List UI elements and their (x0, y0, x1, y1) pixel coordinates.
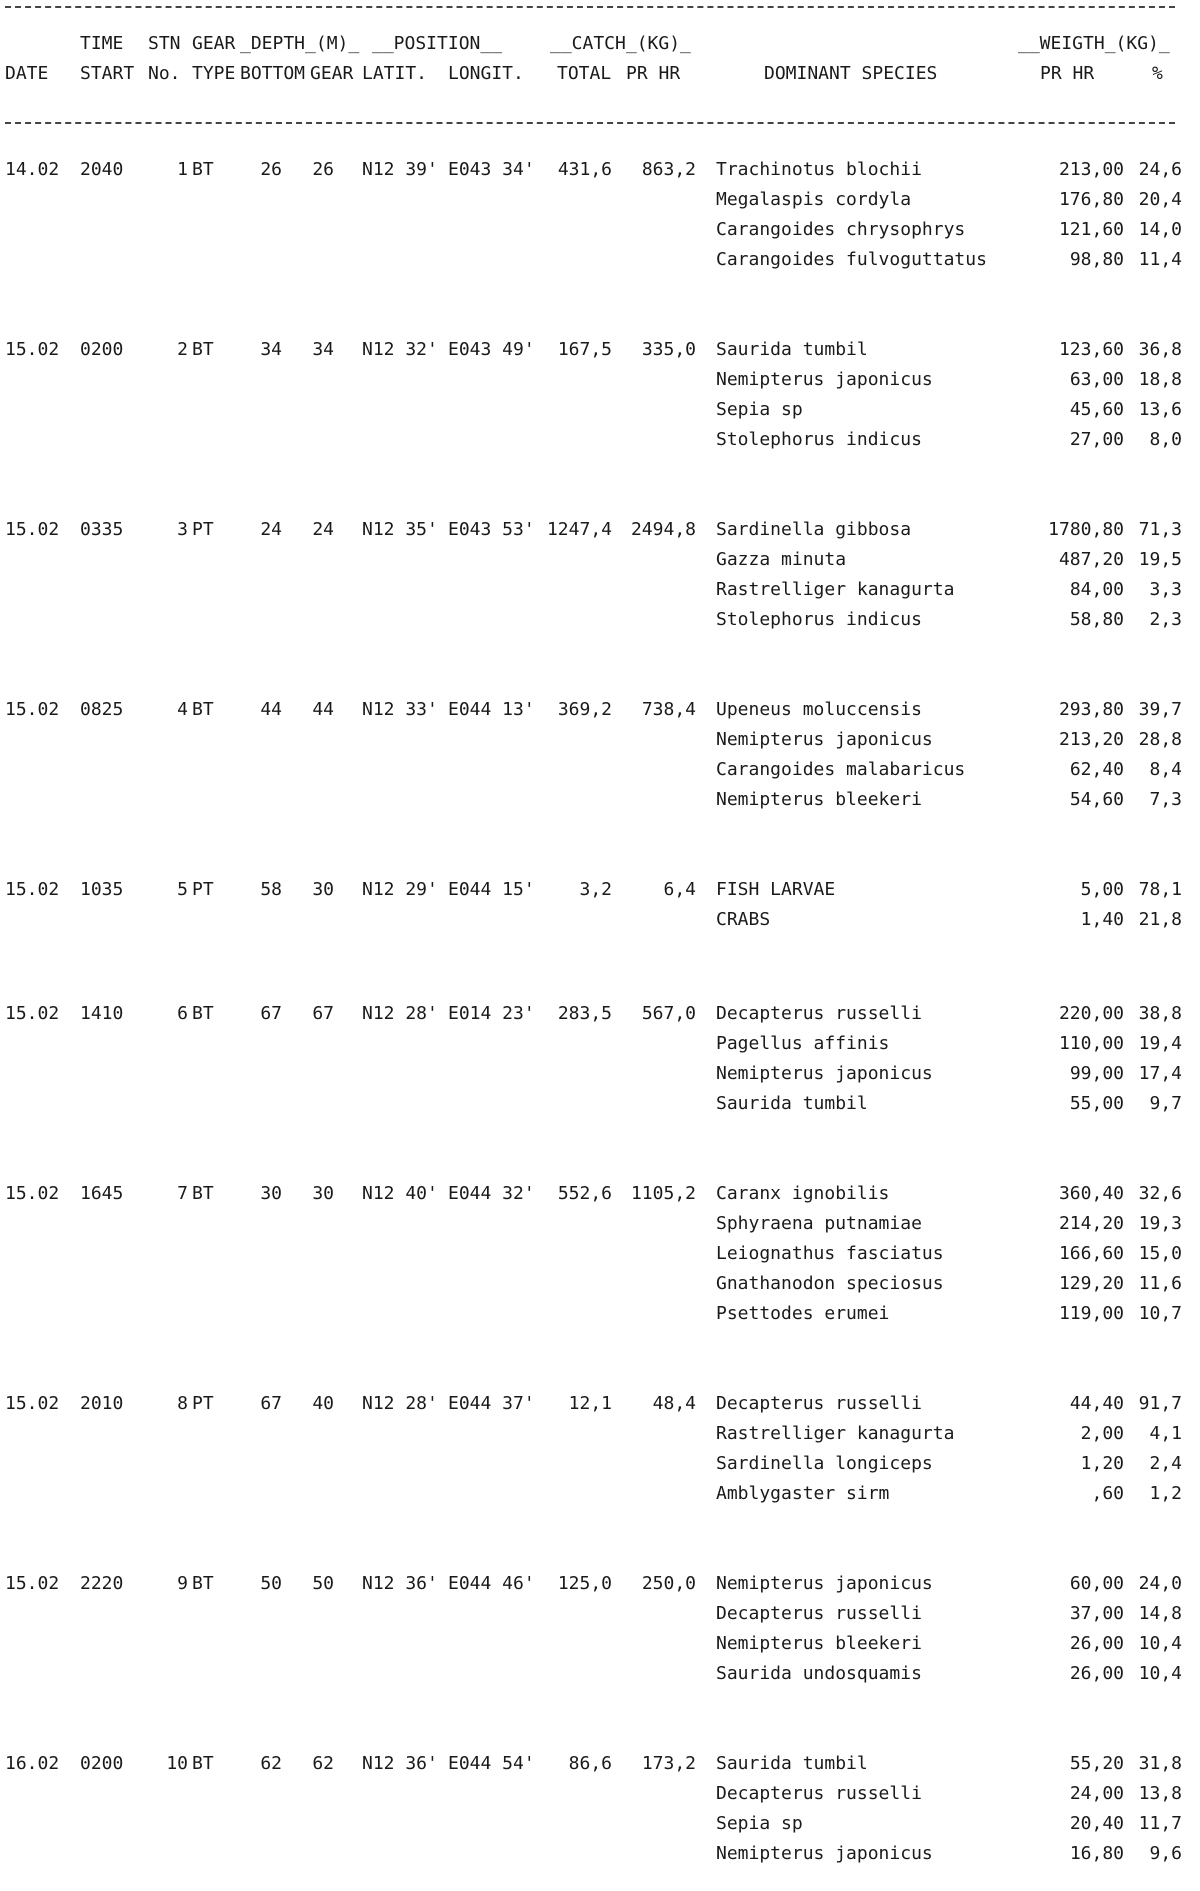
species-name: Gnathanodon speciosus (716, 1273, 944, 1294)
station-gear-depth: 44 (312, 699, 334, 720)
species-pct: 17,4 (1138, 1063, 1182, 1084)
station-catch-prhr: 738,4 (641, 699, 696, 720)
header-dominant-species: DOMINANT SPECIES (764, 63, 938, 84)
species-name: Decapterus russelli (716, 1003, 922, 1024)
station-time: 1645 (80, 1183, 124, 1204)
species-pct: 15,0 (1138, 1243, 1182, 1264)
species-name: Nemipterus japonicus (716, 1063, 933, 1084)
station-latitude: N12 28' (362, 1393, 438, 1414)
species-prhr: 5,00 (1080, 879, 1124, 900)
species-prhr: 27,00 (1069, 429, 1124, 450)
station-gear-depth: 50 (312, 1573, 334, 1594)
species-pct: 7,3 (1149, 789, 1182, 810)
species-prhr: 213,00 (1058, 159, 1124, 180)
species-prhr: 58,80 (1069, 609, 1124, 630)
station-date: 15.02 (5, 879, 60, 900)
station-catch-prhr: 173,2 (641, 1753, 696, 1774)
station-bottom-depth: 44 (260, 699, 282, 720)
species-name: Upeneus moluccensis (716, 699, 922, 720)
station-bottom-depth: 34 (260, 339, 282, 360)
station-catch-total: 431,6 (557, 159, 612, 180)
species-prhr: 214,20 (1058, 1213, 1124, 1234)
species-pct: 11,6 (1138, 1273, 1182, 1294)
species-pct: 10,4 (1138, 1633, 1182, 1654)
station-latitude: N12 40' (362, 1183, 438, 1204)
species-name: Stolephorus indicus (716, 609, 922, 630)
station-catch-total: 1247,4 (546, 519, 612, 540)
station-longitude: E044 15' (448, 879, 535, 900)
station-date: 15.02 (5, 1183, 60, 1204)
species-pct: 11,7 (1138, 1813, 1182, 1834)
station-bottom-depth: 24 (260, 519, 282, 540)
species-name: Nemipterus japonicus (716, 1843, 933, 1864)
station-gear-depth: 40 (312, 1393, 334, 1414)
station-gear-type: BT (192, 1753, 214, 1774)
station-bottom-depth: 62 (260, 1753, 282, 1774)
station-latitude: N12 35' (362, 519, 438, 540)
station-longitude: E043 49' (448, 339, 535, 360)
station-time: 2220 (80, 1573, 124, 1594)
species-name: Saurida undosquamis (716, 1663, 922, 1684)
species-prhr: 16,80 (1069, 1843, 1124, 1864)
species-prhr: 45,60 (1069, 399, 1124, 420)
station-bottom-depth: 67 (260, 1003, 282, 1024)
species-name: Saurida tumbil (716, 1753, 868, 1774)
station-catch-total: 369,2 (557, 699, 612, 720)
species-pct: 38,8 (1138, 1003, 1182, 1024)
station-gear-depth: 62 (312, 1753, 334, 1774)
station-longitude: E014 23' (448, 1003, 535, 1024)
station-catch-prhr: 48,4 (652, 1393, 696, 1414)
species-pct: 39,7 (1138, 699, 1182, 720)
station-number: 3 (177, 519, 188, 540)
species-name: FISH LARVAE (716, 879, 836, 900)
species-name: Decapterus russelli (716, 1783, 922, 1804)
station-catch-total: 552,6 (557, 1183, 612, 1204)
species-name: Nemipterus japonicus (716, 1573, 933, 1594)
station-time: 2040 (80, 159, 124, 180)
species-pct: 24,0 (1138, 1573, 1182, 1594)
species-pct: 8,0 (1149, 429, 1182, 450)
station-longitude: E043 53' (448, 519, 535, 540)
station-number: 8 (177, 1393, 188, 1414)
station-number: 10 (166, 1753, 188, 1774)
species-pct: 10,7 (1138, 1303, 1182, 1324)
station-date: 15.02 (5, 519, 60, 540)
station-time: 0200 (80, 1753, 124, 1774)
species-prhr: 20,40 (1069, 1813, 1124, 1834)
station-time: 0200 (80, 339, 124, 360)
header-weigth-title: __WEIGTH_(KG)_ (1018, 33, 1170, 54)
station-catch-prhr: 2494,8 (630, 519, 696, 540)
station-number: 7 (177, 1183, 188, 1204)
header-pct: % (1152, 63, 1163, 84)
station-longitude: E044 46' (448, 1573, 535, 1594)
species-pct: 11,4 (1138, 249, 1182, 270)
station-number: 6 (177, 1003, 188, 1024)
station-longitude: E044 32' (448, 1183, 535, 1204)
station-date: 16.02 (5, 1753, 60, 1774)
station-catch-prhr: 1105,2 (630, 1183, 696, 1204)
station-bottom-depth: 30 (260, 1183, 282, 1204)
station-number: 9 (177, 1573, 188, 1594)
species-prhr: 220,00 (1058, 1003, 1124, 1024)
species-prhr: 26,00 (1069, 1663, 1124, 1684)
species-pct: 36,8 (1138, 339, 1182, 360)
station-catch-total: 86,6 (568, 1753, 612, 1774)
species-prhr: 1780,80 (1048, 519, 1124, 540)
species-pct: 9,7 (1149, 1093, 1182, 1114)
station-date: 15.02 (5, 699, 60, 720)
species-pct: 4,1 (1149, 1423, 1182, 1444)
station-gear-type: BT (192, 1183, 214, 1204)
species-prhr: 166,60 (1058, 1243, 1124, 1264)
header-date: DATE (5, 63, 49, 84)
species-name: Sardinella gibbosa (716, 519, 912, 540)
station-gear-type: BT (192, 699, 214, 720)
station-bottom-depth: 67 (260, 1393, 282, 1414)
station-latitude: N12 32' (362, 339, 438, 360)
species-pct: 19,5 (1138, 549, 1182, 570)
species-prhr: 54,60 (1069, 789, 1124, 810)
species-prhr: 119,00 (1058, 1303, 1124, 1324)
station-number: 4 (177, 699, 188, 720)
station-catch-prhr: 250,0 (641, 1573, 696, 1594)
species-prhr: 176,80 (1058, 189, 1124, 210)
species-prhr: 121,60 (1058, 219, 1124, 240)
species-pct: 14,8 (1138, 1603, 1182, 1624)
species-name: Sepia sp (716, 1813, 803, 1834)
species-prhr: 60,00 (1069, 1573, 1124, 1594)
species-prhr: 110,00 (1058, 1033, 1124, 1054)
station-gear-depth: 67 (312, 1003, 334, 1024)
species-pct: 19,4 (1138, 1033, 1182, 1054)
species-pct: 19,3 (1138, 1213, 1182, 1234)
station-latitude: N12 28' (362, 1003, 438, 1024)
species-name: Saurida tumbil (716, 339, 868, 360)
station-bottom-depth: 26 (260, 159, 282, 180)
species-name: Leiognathus fasciatus (716, 1243, 944, 1264)
species-pct: 21,8 (1138, 909, 1182, 930)
species-name: Carangoides fulvoguttatus (716, 249, 987, 270)
station-time: 2010 (80, 1393, 124, 1414)
station-date: 15.02 (5, 1393, 60, 1414)
station-gear-depth: 34 (312, 339, 334, 360)
station-catch-prhr: 567,0 (641, 1003, 696, 1024)
species-pct: 78,1 (1138, 879, 1182, 900)
header-no: No. (148, 63, 181, 84)
station-date: 15.02 (5, 1003, 60, 1024)
header-bottom: BOTTOM (240, 63, 306, 84)
station-catch-prhr: 335,0 (641, 339, 696, 360)
station-latitude: N12 29' (362, 879, 438, 900)
species-prhr: 123,60 (1058, 339, 1124, 360)
header-gear: GEAR (192, 33, 236, 54)
species-name: Nemipterus japonicus (716, 369, 933, 390)
species-pct: 9,6 (1149, 1843, 1182, 1864)
species-pct: 10,4 (1138, 1663, 1182, 1684)
station-longitude: E044 54' (448, 1753, 535, 1774)
station-time: 0825 (80, 699, 124, 720)
station-time: 1035 (80, 879, 124, 900)
species-name: Pagellus affinis (716, 1033, 890, 1054)
station-number: 2 (177, 339, 188, 360)
species-pct: 2,3 (1149, 609, 1182, 630)
station-catch-total: 12,1 (568, 1393, 612, 1414)
station-latitude: N12 36' (362, 1753, 438, 1774)
station-gear-depth: 26 (312, 159, 334, 180)
station-bottom-depth: 58 (260, 879, 282, 900)
station-longitude: E043 34' (448, 159, 535, 180)
station-number: 5 (177, 879, 188, 900)
species-pct: 24,6 (1138, 159, 1182, 180)
station-date: 15.02 (5, 1573, 60, 1594)
station-catch-total: 167,5 (557, 339, 612, 360)
species-prhr: 1,20 (1080, 1453, 1124, 1474)
species-prhr: 213,20 (1058, 729, 1124, 750)
station-bottom-depth: 50 (260, 1573, 282, 1594)
station-gear-type: PT (192, 879, 214, 900)
species-name: Megalaspis cordyla (716, 189, 912, 210)
species-pct: 2,4 (1149, 1453, 1182, 1474)
species-prhr: 62,40 (1069, 759, 1124, 780)
species-name: Saurida tumbil (716, 1093, 868, 1114)
header-longit: LONGIT. (448, 63, 524, 84)
species-name: Carangoides malabaricus (716, 759, 966, 780)
station-latitude: N12 39' (362, 159, 438, 180)
species-prhr: 99,00 (1069, 1063, 1124, 1084)
species-prhr: 360,40 (1058, 1183, 1124, 1204)
header-time: TIME (80, 33, 124, 54)
station-longitude: E044 37' (448, 1393, 535, 1414)
station-date: 15.02 (5, 339, 60, 360)
header-divider (5, 122, 1175, 124)
species-prhr: 44,40 (1069, 1393, 1124, 1414)
header-weigth-prhr: PR HR (1040, 63, 1095, 84)
species-name: Nemipterus bleekeri (716, 1633, 922, 1654)
header-stn: STN (148, 33, 181, 54)
station-gear-depth: 30 (312, 1183, 334, 1204)
station-catch-total: 283,5 (557, 1003, 612, 1024)
species-name: Rastrelliger kanagurta (716, 579, 955, 600)
station-time: 1410 (80, 1003, 124, 1024)
station-catch-prhr: 863,2 (641, 159, 696, 180)
species-pct: 1,2 (1149, 1483, 1182, 1504)
station-catch-total: 3,2 (579, 879, 612, 900)
species-pct: 8,4 (1149, 759, 1182, 780)
species-prhr: 55,20 (1069, 1753, 1124, 1774)
species-name: Decapterus russelli (716, 1393, 922, 1414)
species-pct: 71,3 (1138, 519, 1182, 540)
station-date: 14.02 (5, 159, 60, 180)
station-gear-type: BT (192, 339, 214, 360)
station-latitude: N12 33' (362, 699, 438, 720)
species-prhr: 2,00 (1080, 1423, 1124, 1444)
species-pct: 13,6 (1138, 399, 1182, 420)
species-pct: 31,8 (1138, 1753, 1182, 1774)
species-prhr: ,60 (1091, 1483, 1124, 1504)
species-prhr: 24,00 (1069, 1783, 1124, 1804)
header-start: START (80, 63, 135, 84)
header-position-title: __POSITION__ (372, 33, 503, 54)
species-prhr: 98,80 (1069, 249, 1124, 270)
species-pct: 28,8 (1138, 729, 1182, 750)
species-name: Nemipterus japonicus (716, 729, 933, 750)
species-name: Sepia sp (716, 399, 803, 420)
species-name: Gazza minuta (716, 549, 847, 570)
species-prhr: 55,00 (1069, 1093, 1124, 1114)
species-name: Caranx ignobilis (716, 1183, 890, 1204)
species-name: Sphyraena putnamiae (716, 1213, 922, 1234)
station-gear-type: BT (192, 1003, 214, 1024)
species-prhr: 84,00 (1069, 579, 1124, 600)
species-name: Decapterus russelli (716, 1603, 922, 1624)
species-pct: 3,3 (1149, 579, 1182, 600)
species-name: Psettodes erumei (716, 1303, 890, 1324)
station-gear-type: PT (192, 519, 214, 540)
species-prhr: 1,40 (1080, 909, 1124, 930)
station-gear-depth: 24 (312, 519, 334, 540)
species-name: Carangoides chrysophrys (716, 219, 966, 240)
header-total: TOTAL (557, 63, 612, 84)
species-pct: 32,6 (1138, 1183, 1182, 1204)
species-prhr: 293,80 (1058, 699, 1124, 720)
header-catch-title: __CATCH_(KG)_ (550, 33, 691, 54)
station-latitude: N12 36' (362, 1573, 438, 1594)
header-type: TYPE (192, 63, 236, 84)
species-prhr: 26,00 (1069, 1633, 1124, 1654)
station-catch-total: 125,0 (557, 1573, 612, 1594)
species-name: CRABS (716, 909, 771, 930)
species-prhr: 487,20 (1058, 549, 1124, 570)
station-gear-type: BT (192, 1573, 214, 1594)
station-gear-depth: 30 (312, 879, 334, 900)
species-pct: 13,8 (1138, 1783, 1182, 1804)
station-number: 1 (177, 159, 188, 180)
station-time: 0335 (80, 519, 124, 540)
station-catch-prhr: 6,4 (663, 879, 696, 900)
station-gear-type: PT (192, 1393, 214, 1414)
species-prhr: 129,20 (1058, 1273, 1124, 1294)
top-divider (5, 6, 1175, 8)
species-name: Amblygaster sirm (716, 1483, 890, 1504)
species-name: Rastrelliger kanagurta (716, 1423, 955, 1444)
species-pct: 20,4 (1138, 189, 1182, 210)
species-name: Nemipterus bleekeri (716, 789, 922, 810)
species-pct: 91,7 (1138, 1393, 1182, 1414)
species-pct: 18,8 (1138, 369, 1182, 390)
station-gear-type: BT (192, 159, 214, 180)
station-longitude: E044 13' (448, 699, 535, 720)
header-latit: LATIT. (362, 63, 428, 84)
header-gear-depth: GEAR (310, 63, 354, 84)
species-pct: 14,0 (1138, 219, 1182, 240)
species-name: Stolephorus indicus (716, 429, 922, 450)
species-prhr: 37,00 (1069, 1603, 1124, 1624)
header-prhr: PR HR (626, 63, 681, 84)
species-name: Sardinella longiceps (716, 1453, 933, 1474)
species-prhr: 63,00 (1069, 369, 1124, 390)
species-name: Trachinotus blochii (716, 159, 922, 180)
header-depth-title: _DEPTH_(M)_ (240, 33, 360, 54)
